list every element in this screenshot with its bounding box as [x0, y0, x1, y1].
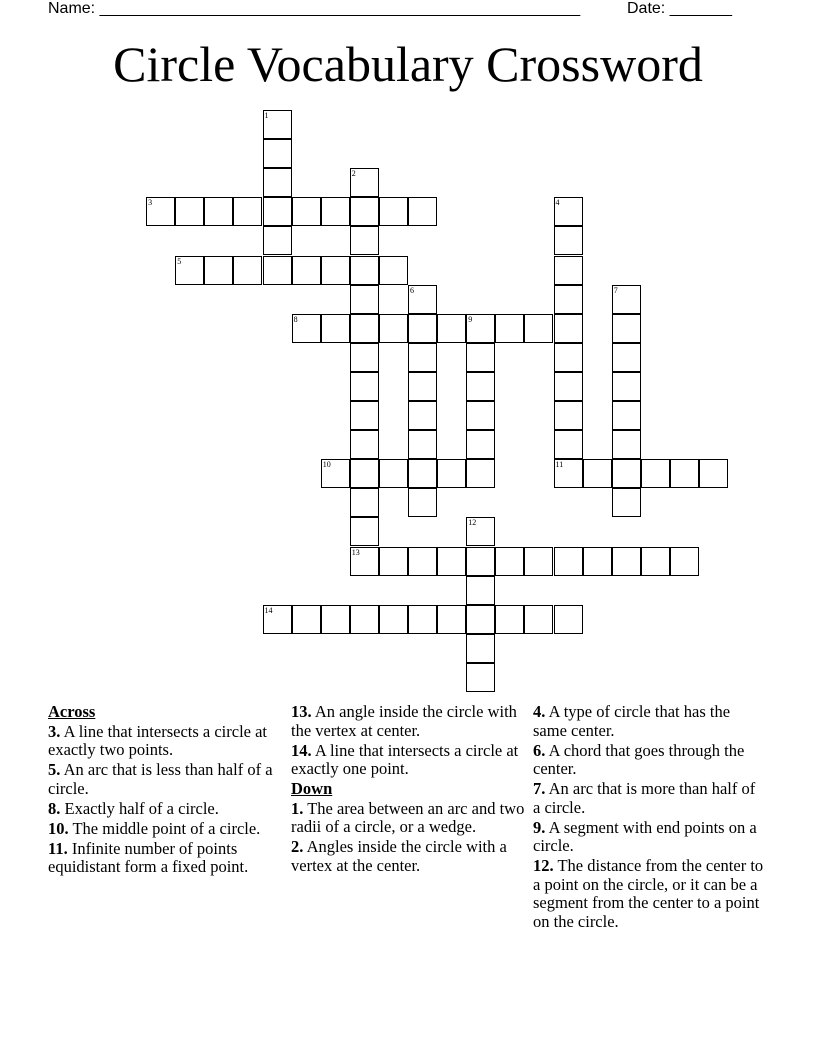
grid-cell[interactable] [204, 256, 233, 285]
grid-cell[interactable] [350, 459, 379, 488]
clue-text: Infinite number of points equidistant form a fixed point. [48, 838, 249, 876]
down-heading: Down [291, 779, 333, 798]
grid-cell[interactable] [408, 343, 437, 372]
cell-number: 13 [351, 547, 360, 557]
grid-cell[interactable] [554, 343, 583, 372]
grid-cell[interactable] [233, 256, 262, 285]
clue-number: 6. [533, 740, 546, 760]
date-field-label: Date: _______ [627, 0, 732, 17]
grid-cell[interactable] [379, 605, 408, 634]
clue-text: An arc that is less than half of a circle. [48, 760, 273, 798]
grid-cell[interactable] [466, 547, 495, 576]
clue-number: 14. [291, 740, 312, 760]
grid-cell[interactable] [350, 605, 379, 634]
clue-text: A type of circle that has the same center. [533, 702, 731, 740]
grid-cell[interactable] [263, 226, 292, 255]
grid-cell[interactable] [408, 488, 437, 517]
clue-number: 10. [48, 818, 69, 838]
grid-cell[interactable] [437, 314, 466, 343]
grid-cell[interactable] [379, 314, 408, 343]
clue-column-2 [291, 703, 526, 877]
grid-cell[interactable] [379, 459, 408, 488]
grid-cell[interactable] [466, 605, 495, 634]
clue-text: A line that intersects a circle at exactly two points. [48, 721, 268, 759]
clue-text: The area between an arc and two radii of a circle, or a wedge. [291, 798, 525, 836]
grid-cell[interactable] [408, 401, 437, 430]
clue-down-7 [533, 780, 765, 817]
grid-cell[interactable] [350, 226, 379, 255]
grid-cell[interactable] [641, 547, 670, 576]
grid-cell[interactable] [350, 401, 379, 430]
grid-cell[interactable] [292, 256, 321, 285]
grid-cell[interactable] [612, 401, 641, 430]
grid-cell[interactable] [495, 314, 524, 343]
clue-down-2 [291, 838, 526, 875]
clue-text: The middle point of a circle. [72, 818, 261, 838]
clue-text: A line that intersects a circle at exactly one point. [291, 740, 519, 778]
clue-text: A chord that goes through the center. [533, 740, 745, 778]
grid-cell[interactable] [292, 314, 321, 343]
grid-cell[interactable] [466, 343, 495, 372]
grid-cell[interactable] [292, 605, 321, 634]
cell-number: 4 [555, 198, 560, 208]
clue-text: The distance from the center to a point on the circle, or it can be a segment from the center to a point on the circle. [533, 856, 764, 931]
grid-cell[interactable] [379, 256, 408, 285]
clue-across-11 [48, 840, 283, 877]
grid-cell[interactable] [495, 605, 524, 634]
cell-number: 11 [555, 460, 564, 470]
grid-cell[interactable] [437, 547, 466, 576]
grid-cell[interactable] [466, 372, 495, 401]
grid-cell[interactable] [350, 168, 379, 197]
clue-across-14 [291, 742, 526, 779]
grid-cell[interactable] [408, 605, 437, 634]
grid-cell[interactable] [641, 459, 670, 488]
grid-cell[interactable] [379, 197, 408, 226]
grid-cell[interactable] [263, 110, 292, 139]
name-field-label: Name: ______________________________________________________ [48, 0, 581, 17]
grid-cell[interactable] [554, 459, 583, 488]
grid-cell[interactable] [466, 517, 495, 546]
grid-cell[interactable] [350, 256, 379, 285]
grid-cell[interactable] [612, 459, 641, 488]
clue-number: 3. [48, 721, 61, 741]
grid-cell[interactable] [612, 314, 641, 343]
clue-text: A segment with end points on a circle. [533, 817, 757, 855]
across-heading: Across [48, 702, 96, 721]
grid-cell[interactable] [466, 663, 495, 692]
grid-cell[interactable] [554, 430, 583, 459]
cell-number: 6 [410, 285, 414, 295]
grid-cell[interactable] [321, 459, 350, 488]
clue-text: An arc that is more than half of a circle. [533, 779, 756, 817]
grid-cell[interactable] [554, 372, 583, 401]
grid-cell[interactable] [670, 459, 699, 488]
clue-down-4 [533, 703, 765, 740]
clue-text: Exactly half of a circle. [64, 798, 219, 818]
grid-cell[interactable] [612, 285, 641, 314]
grid-cell[interactable] [263, 139, 292, 168]
grid-cell[interactable] [554, 285, 583, 314]
clue-column-1 [48, 703, 283, 878]
grid-cell[interactable] [524, 547, 553, 576]
grid-cell[interactable] [350, 517, 379, 546]
grid-cell[interactable] [263, 256, 292, 285]
grid-cell[interactable] [670, 547, 699, 576]
grid-cell[interactable] [408, 430, 437, 459]
clue-number: 9. [533, 817, 546, 837]
grid-cell[interactable] [350, 285, 379, 314]
grid-cell[interactable] [495, 547, 524, 576]
grid-cell[interactable] [554, 547, 583, 576]
grid-cell[interactable] [554, 605, 583, 634]
grid-cell[interactable] [554, 197, 583, 226]
clue-down-1 [291, 800, 526, 837]
cell-number: 10 [322, 460, 331, 470]
clue-number: 12. [533, 856, 554, 875]
cell-number: 8 [293, 314, 298, 324]
clue-number: 7. [533, 779, 546, 798]
grid-cell[interactable] [437, 605, 466, 634]
clue-number: 8. [48, 798, 61, 818]
grid-cell[interactable] [204, 197, 233, 226]
cell-number: 9 [468, 314, 473, 324]
grid-cell[interactable] [408, 459, 437, 488]
grid-cell[interactable] [175, 197, 204, 226]
grid-cell[interactable] [612, 547, 641, 576]
grid-cell[interactable] [554, 401, 583, 430]
clue-number: 2. [291, 837, 304, 856]
grid-cell[interactable] [554, 226, 583, 255]
cell-number: 5 [177, 256, 182, 266]
grid-cell[interactable] [612, 372, 641, 401]
grid-cell[interactable] [350, 430, 379, 459]
grid-cell[interactable] [263, 197, 292, 226]
grid-cell[interactable] [350, 372, 379, 401]
clue-down-9 [533, 819, 765, 856]
grid-cell[interactable] [350, 488, 379, 517]
grid-cell[interactable] [583, 459, 612, 488]
grid-cell[interactable] [350, 343, 379, 372]
grid-cell[interactable] [466, 459, 495, 488]
clue-across-10 [48, 820, 283, 839]
grid-cell[interactable] [321, 314, 350, 343]
cell-number: 7 [613, 285, 618, 295]
grid-cell[interactable] [379, 547, 408, 576]
cell-number: 2 [351, 169, 356, 179]
clue-text: An angle inside the circle with the vertex at center. [291, 702, 517, 740]
clue-text: Angles inside the circle with a vertex at the center. [291, 837, 507, 875]
grid-cell[interactable] [408, 314, 437, 343]
page-title: Circle Vocabulary Crossword [113, 36, 703, 92]
grid-cell[interactable] [321, 197, 350, 226]
grid-cell[interactable] [699, 459, 728, 488]
grid-cell[interactable] [524, 605, 553, 634]
grid-cell[interactable] [466, 634, 495, 663]
clue-across-5 [48, 761, 283, 798]
cell-number: 12 [468, 518, 477, 528]
clue-across-13 [291, 703, 526, 740]
grid-cell[interactable] [350, 314, 379, 343]
grid-cell[interactable] [466, 401, 495, 430]
grid-cell[interactable] [583, 547, 612, 576]
grid-cell[interactable] [466, 576, 495, 605]
grid-cell[interactable] [437, 459, 466, 488]
grid-cell[interactable] [350, 547, 379, 576]
cell-number: 14 [264, 605, 273, 615]
clue-number: 5. [48, 760, 61, 779]
grid-cell[interactable] [263, 605, 292, 634]
grid-cell[interactable] [408, 197, 437, 226]
grid-cell[interactable] [408, 285, 437, 314]
grid-cell[interactable] [554, 256, 583, 285]
grid-cell[interactable] [408, 547, 437, 576]
grid-cell[interactable] [612, 488, 641, 517]
grid-cell[interactable] [146, 197, 175, 226]
clue-across-8 [48, 800, 283, 819]
clue-number: 11. [48, 838, 68, 858]
grid-cell[interactable] [321, 256, 350, 285]
grid-cell[interactable] [466, 314, 495, 343]
clue-down-12 [533, 857, 765, 931]
clue-number: 4. [533, 702, 546, 721]
grid-cell[interactable] [554, 314, 583, 343]
grid-cell[interactable] [612, 343, 641, 372]
cell-number: 3 [148, 198, 153, 208]
grid-cell[interactable] [612, 430, 641, 459]
clue-down-6 [533, 742, 765, 779]
grid-cell[interactable] [350, 197, 379, 226]
clue-across-3 [48, 723, 283, 760]
grid-cell[interactable] [263, 168, 292, 197]
grid-cell[interactable] [175, 256, 204, 285]
grid-cell[interactable] [466, 430, 495, 459]
clue-number: 13. [291, 702, 312, 721]
clue-column-3 [533, 703, 765, 933]
grid-cell[interactable] [408, 372, 437, 401]
grid-cell[interactable] [292, 197, 321, 226]
cell-number: 1 [264, 111, 269, 120]
grid-cell[interactable] [233, 197, 262, 226]
grid-cell[interactable] [321, 605, 350, 634]
grid-cell[interactable] [524, 314, 553, 343]
clue-number: 1. [291, 798, 304, 818]
